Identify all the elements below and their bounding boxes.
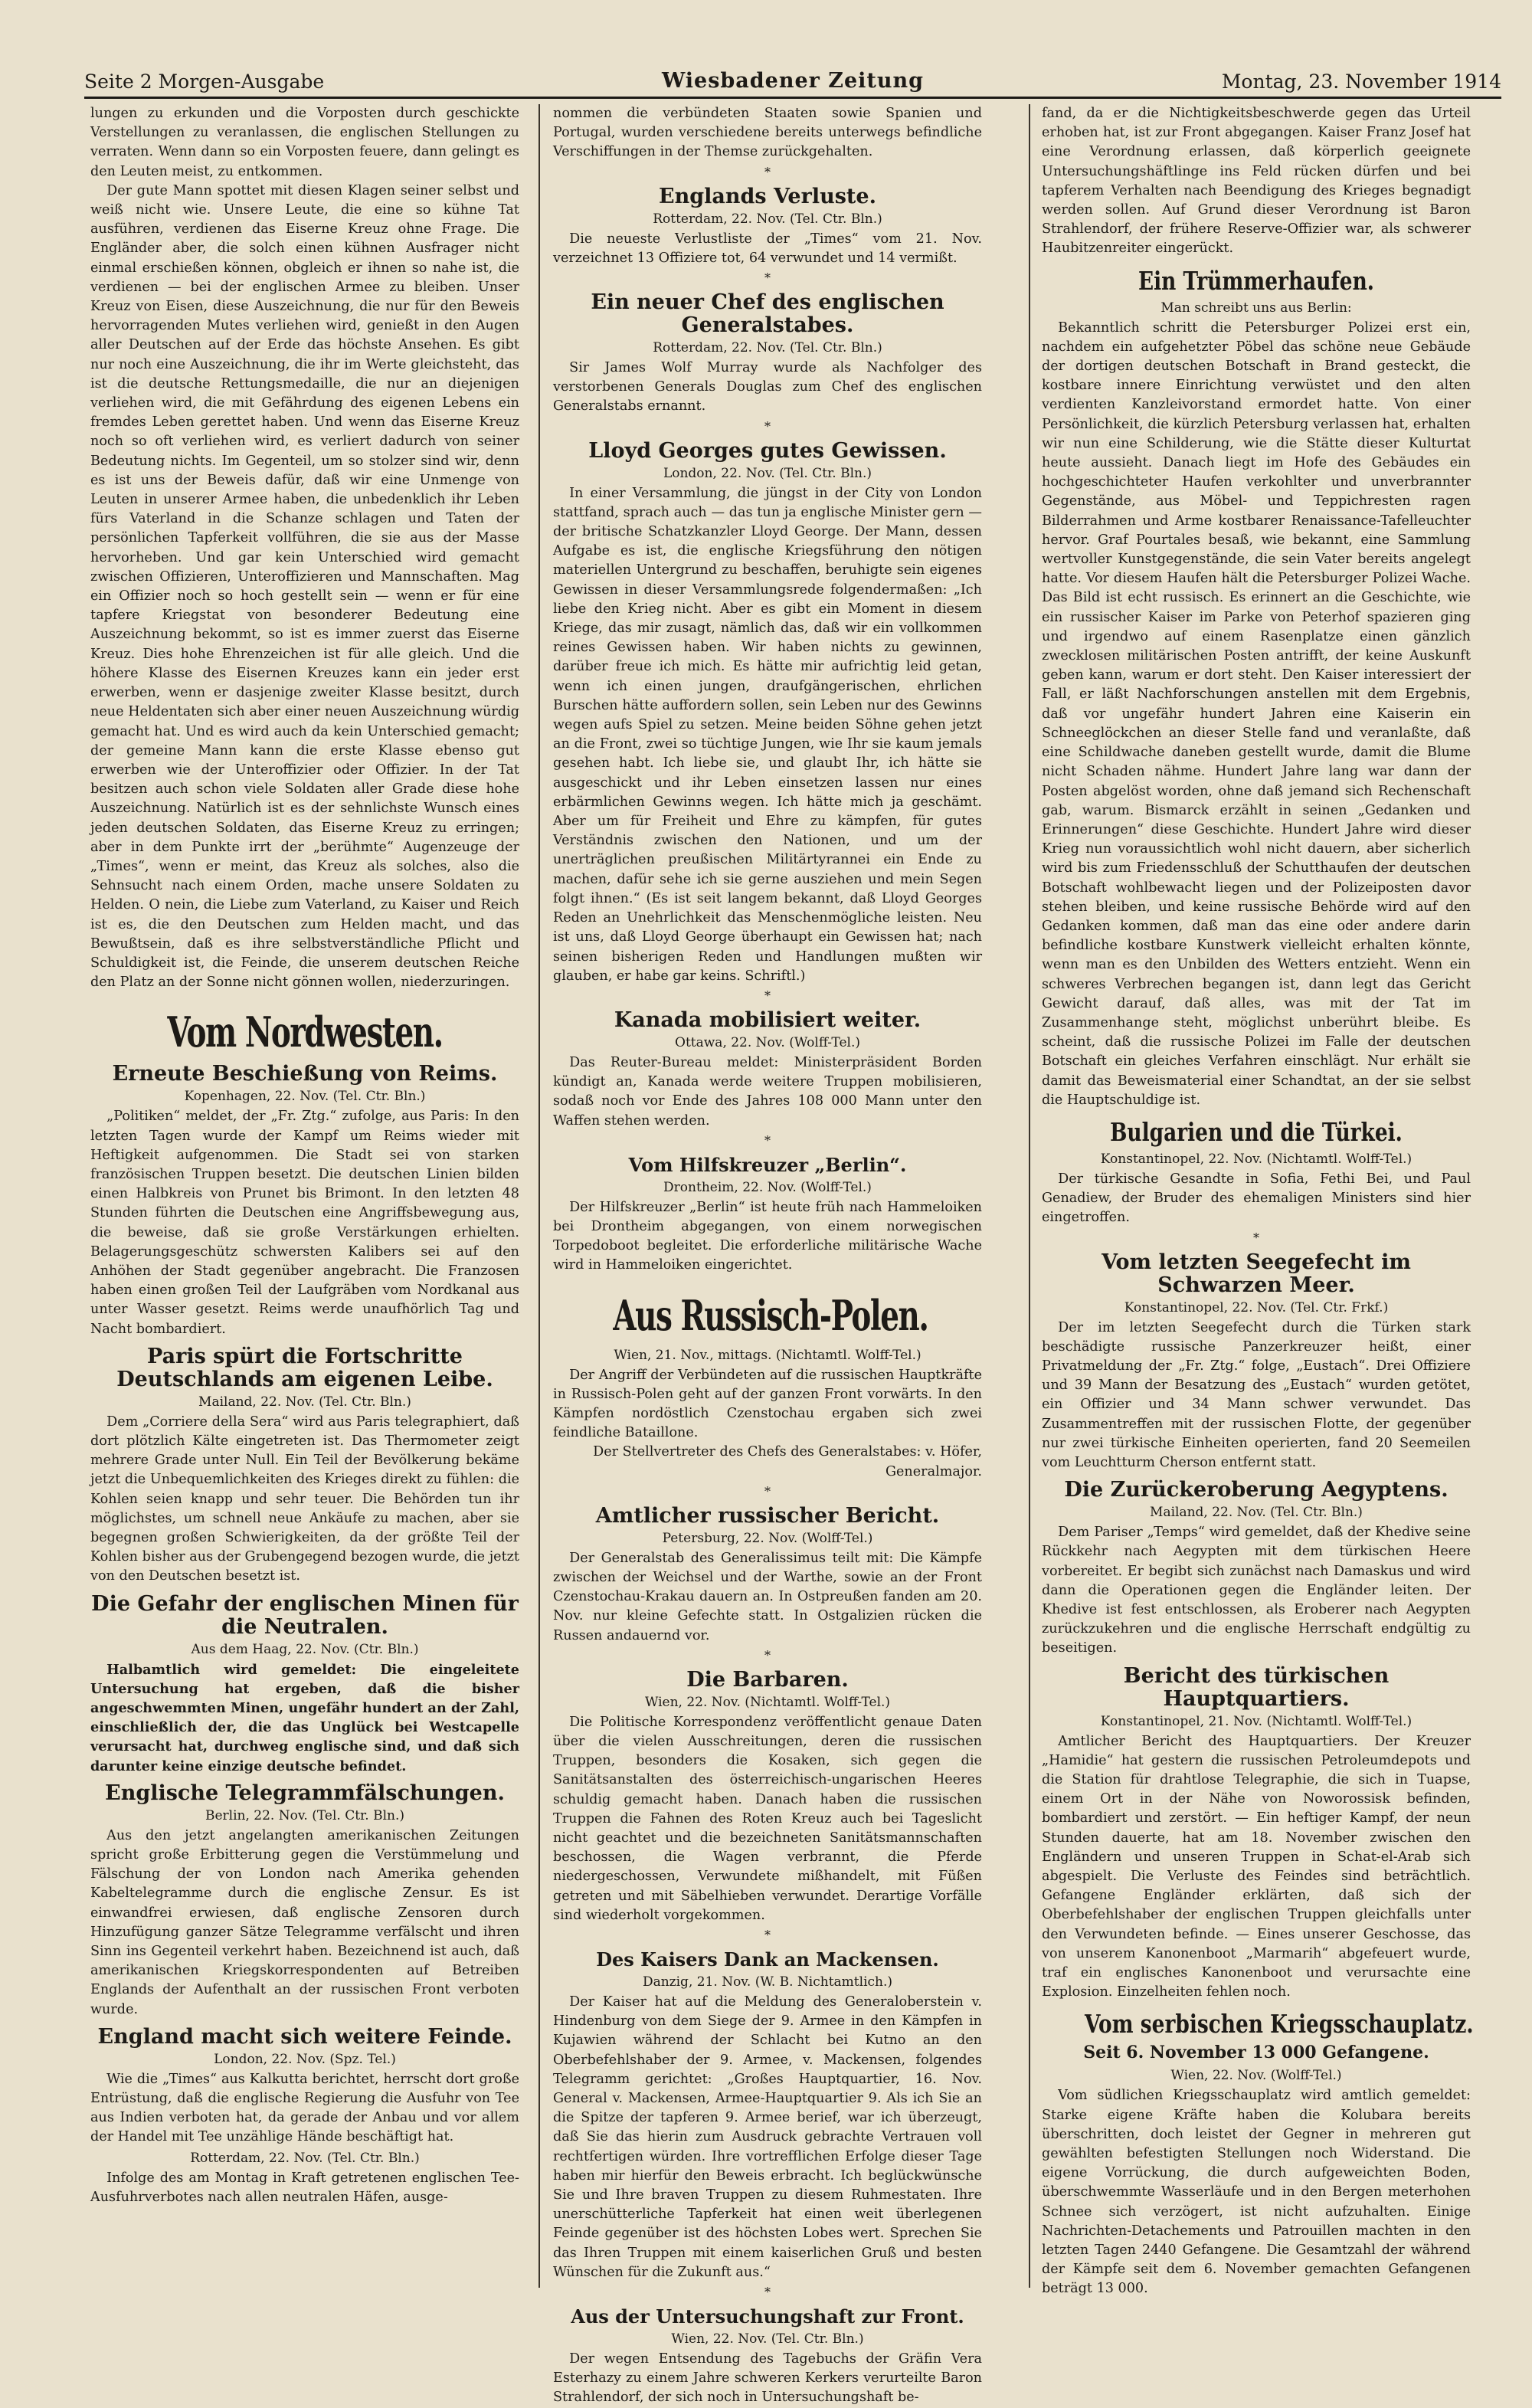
article-title: Die Gefahr der englischen Minen für die Neutralen. xyxy=(91,1591,519,1639)
separator-star: * xyxy=(764,1647,771,1663)
article-body: Der türkische Gesandte in Sofia, Fethi Bei, und Paul Genadiew, der Bruder des ehemaligen Ministers sind hier eingetroffen. xyxy=(1042,1171,1471,1226)
newspaper-title: Wiesbadener Zeitung xyxy=(661,69,925,93)
dateline: Wien, 22. Nov. (Wolff-Tel.) xyxy=(1170,2068,1342,2084)
separator-star: * xyxy=(764,164,771,179)
article-title: Die Zurückeroberung Aegyptens. xyxy=(1064,1478,1449,1502)
article-body: Infolge des am Montag in Kraft getretenen englischen Tee-Ausfuhrverbotes nach allen neutralen Häfen, ausge- xyxy=(90,2170,519,2205)
article-title: Aus der Untersuchungshaft zur Front. xyxy=(571,2305,964,2328)
article-title: Des Kaisers Dank an Mackensen. xyxy=(596,1948,939,1971)
article-title: Englands Verluste. xyxy=(659,184,876,208)
article-continuation: nommen die verbündeten Staaten sowie Spanien und Portugal, wurden verschiedene bereits unterwegs befindliche Verschiffungen in der Themse zurückgehalten. xyxy=(553,106,982,160)
article-body: Halbamtlich wird gemeldet: Die eingeleitete Untersuchung hat ergeben, daß die bisher angeschwemmten Minen, ungefähr hundert an der Zahl, einschließlich der, die das Unglück bei Westcapelle verursacht hat, durchweg englische sind, und daß sich darunter keine einzige deutsche befindet. xyxy=(90,1661,519,1774)
article-body: Amtlicher Bericht des Hauptquartiers. Der Kreuzer „Hamidie“ hat gestern die russischen Petroleumdepots und die Station für drahtlose Telegraphie, die sich in Tuapse, einem Ort in der Nähe von Noworossisk befinden, bombardiert und zerstört. — Ein heftiger Kampf, der neun Stunden dauerte, hat am 18. November zwischen den Engländern und unseren Truppen in Schat-el-Arab sich abgespielt. Die Verluste des Feindes sind beträchtlich. Gefangene Engländer erklärten, daß sich der Oberbefehlshaber der englischen Truppen gleichfalls unter den Verwundeten befinde. — Eines unserer Geschosse, das von unserem Kanonenboot „Marmarih“ abgefeuert wurde, traf ein englisches Kanonenboot und verursachte eine Explosion. Einzelheiten fehlen noch. xyxy=(1042,1733,1471,2000)
article-paragraph: Der gute Mann spottet mit diesen Klagen seiner selbst und weiß nicht wie. Unsere Leute, die eine so kühne Tat ausführen, verdienen das Eiserne Kreuz ohne Frage. Die Engländer aber, die solch einen kühnen Ausfrager nicht einmal erschießen können, obgleich er ihnen so nahe ist, die verdienen — bei der englischen Armee zu bleiben. Unser Kreuz von Eisen, diese Auszeichnung, die nur für den Beweis hervorragenden Mutes verliehen wird, genießt in den Augen aller Deutschen auf der Erde das höchste Ansehen. Es gibt nur noch eine Auszeichnung, die ihr im Werte gleichsteht, das ist die deutsche Rettungsmedaille, die nur an diejenigen verliehen wird, die mit Gefährdung des eigenen Lebens ein fremdes Leben gerettet haben. Und wenn das Eiserne Kreuz noch so oft verliehen wird, es verliert dadurch von seiner Bedeutung nichts. Im Gegenteil, um so stolzer sind wir, denn es ist uns der Beweis dafür, daß wir eine Unmenge von Leuten in unserer Armee haben, die unbedenklich ihr Leben fürs Vaterland in die Schanze schlagen und Taten der persönlichen Tapferkeit vollführen, die sie aus der Masse hervorheben. Und gar kein Unterschied wird gemacht zwischen Offizieren, Unteroffizieren und Mannschaften. Mag ein Offizier noch so hoch gestellt sein — wenn er für eine tapfere Kriegstat von besonderer Bedeutung eine Auszeichnung bekommt, so ist es immer zuerst das Eiserne Kreuz. Dies hohe Ehrenzeichen ist für alle gleich. Und die höhere Klasse des Eisernen Kreuzes kann ein jeder erst erwerben, wenn er dasjenige zweiter Klasse besitzt, durch neue Heldentaten sich aber einer neuen Auszeichnung würdig gemacht hat. Und es wird auch da kein Unterschied gemacht; der gemeine Mann kann die erste Klasse ebenso gut erwerben wie der Unteroffizier oder Offizier. In der Tat besitzen auch schon viele Soldaten aller Grade diese hohe Auszeichnung. Natürlich ist es der sehnlichste Wunsch eines jeden deutschen Soldaten, das Eiserne Kreuz zu erringen; aber in dem Punkte irrt der „berühmte“ Augenzeuge der „Times“, wenn er meint, das Kreuz als solches, also die Sehnsucht nach einem Orden, mache unsere Soldaten zu Helden. O nein, die Liebe zum Vaterland, zu Kaiser und Reich ist es, die den Deutschen zum Helden macht, und das Bewußtsein, daß es ihre selbstverständliche Pflicht und Schuldigkeit ist, die Feinde, die unserem deutschen Reiche den Platz an der Sonne nicht gönnen wollen, niederzuringen. xyxy=(90,182,519,991)
article-title: Vom letzten Seegefecht im Schwarzen Meer. xyxy=(1102,1250,1411,1297)
article-body: Der Angriff der Verbündeten auf die russischen Hauptkräfte in Russisch-Polen geht auf der ganzen Front vorwärts. In den Kämpfen nordöstlich Czenstochau ergaben sich zwei feindliche Bataillone. xyxy=(553,1367,982,1441)
dateline: Konstantinopel, 21. Nov. (Nichtamtl. Wolff-Tel.) xyxy=(1100,1713,1413,1729)
dateline: Konstantinopel, 22. Nov. (Nichtamtl. Wolff-Tel.) xyxy=(1100,1151,1413,1167)
dateline: Aus dem Haag, 22. Nov. (Ctr. Bln.) xyxy=(191,1641,419,1657)
article-body: Wie die „Times“ aus Kalkutta berichtet, herrscht dort große Entrüstung, daß die englische Regierung die Ausfuhr von Tee aus Indien verboten hat, da gerade der Anbau und vor allem der Handel mit Tee unzählige Hände beschäftigt hat. xyxy=(90,2071,519,2145)
article-body: Der Generalstab des Generalissimus teilt mit: Die Kämpfe zwischen der Weichsel und der Warthe, sowie an der Front Czenstochau-Krakau dauern an. In Ostpreußen fanden am 20. Nov. nur kleine Gefechte statt. In Ostgalizien rücken die Russen andauernd vor. xyxy=(553,1550,982,1643)
dateline: Konstantinopel, 22. Nov. (Tel. Ctr. Frkf.) xyxy=(1124,1299,1389,1315)
dateline: London, 22. Nov. (Spz. Tel.) xyxy=(214,2051,396,2067)
article-body: Der wegen Entsendung des Tagebuchs der Gräfin Vera Esterhazy zu einem Jahre schweren Kerkers verurteilte Baron Strahlendorf, der sich noch in Untersuchungshaft be- xyxy=(553,2351,982,2406)
separator-star: * xyxy=(764,1132,771,1148)
column-left xyxy=(90,104,519,2295)
section-heading: Vom Nordwesten. xyxy=(167,1007,443,1057)
dateline: Drontheim, 22. Nov. (Wolff-Tel.) xyxy=(663,1179,872,1195)
masthead xyxy=(84,70,1501,100)
article-continuation: lungen zu erkunden und die Vorposten durch geschickte Verstellungen zu veranlassen, die englischen Stellungen zu verraten. Wenn dann so ein Vorposten feuere, dann gelingt es den Leuten meist, zu entkommen. xyxy=(90,106,519,179)
article-title: Amtlicher russischer Bericht. xyxy=(595,1503,940,1528)
article-title: Ein Trümmerhaufen. xyxy=(1138,265,1374,296)
separator-star: * xyxy=(764,1928,771,1942)
article-body: Das Reuter-Bureau meldet: Ministerpräsident Borden kündigt an, Kanada werde weitere Truppen mobilisieren, sodaß noch vor Ende des Jahres 108 000 Mann unter den Waffen stehen werden. xyxy=(553,1054,982,1129)
masthead-rule xyxy=(84,97,1501,99)
dateline: Ottawa, 22. Nov. (Wolff-Tel.) xyxy=(675,1034,860,1050)
section-heading: Vom serbischen Kriegsschauplatz. xyxy=(1085,2009,1474,2039)
separator-star: * xyxy=(764,270,771,286)
article-title: Englische Telegrammfälschungen. xyxy=(105,1781,505,1805)
dateline: Danzig, 21. Nov. (W. B. Nichtamtlich.) xyxy=(642,1974,893,1990)
article-body: Der Kaiser hat auf die Meldung des Generaloberstein v. Hindenburg von dem Siege der 9. Armee in den Kämpfen in Kujawien während der Schlacht bei Kutno an den Oberbefehlshaber der 9. Armee, v. Mackensen, folgendes Telegramm gerichtet: „Großes Hauptquartier, 16. Nov. General v. Mackensen, Armee-Hauptquartier 9. Als ich Sie an die Spitze der tapferen 9. Armee berief, war ich überzeugt, daß Sie das hierin zum Ausdruck gebrachte Vertrauen voll rechtfertigen würden. Ihre vortrefflichen Erfolge dieser Tage haben mir hierfür den Beweis erbracht. Ich beglückwünsche Sie und Ihre braven Truppen zu diesem Ruhmestaten. Ihre unerschütterliche Tapferkeit hat einen weit überlegenen Feinde gegenüber ist des höchsten Lobes wert. Sprechen Sie das Ihren Truppen mit einem kaiserlichen Gruß und besten Wünschen für die Zukunft aus.“ xyxy=(553,1994,982,2280)
separator-star: * xyxy=(764,418,771,434)
dateline: Wien, 21. Nov., mittags. (Nichtamtl. Wolff-Tel.) xyxy=(614,1347,921,1363)
dateline: Mailand, 22. Nov. (Tel. Ctr. Bln.) xyxy=(198,1394,411,1410)
article-title: Paris spürt die Fortschritte Deutschlands am eigenen Leibe. xyxy=(116,1344,493,1391)
page-number-edition: Seite 2 Morgen-Ausgabe xyxy=(84,70,325,93)
article-body: Dem Pariser „Temps“ wird gemeldet, daß der Khedive seine Rückkehr nach Aegypten mit dem türkischen Heere vorbereitet. Er begibt sich zunächst nach Damaskus und wird dann die Operationen gegen die Engländer leiten. Der Khedive ist fest entschlossen, als Eroberer nach Aegypten zurückzukehren und die englische Herrschaft endgültig zu beseitigen. xyxy=(1042,1525,1471,1656)
article-body: Vom südlichen Kriegsschauplatz wird amtlich gemeldet: Starke eigene Kräfte haben die Kolubara bereits überschritten, doch leistet der Gegner in mehreren gut gewählten befestigten Stellungen noch Widerstand. Die eigene Vorrückung, die durch aufgeweichten Boden, überschwemmte Wasserläufe und in den Bergen meterhohen Schnee sich verzögert, ist nicht aufzuhalten. Einige Nachrichten-Detachements und Patrouillen machten in den letzten Tagen 2440 Gefangene. Die Gesamtzahl der während der Kämpfe seit dem 6. November gemachten Gefangenen beträgt 13 000. xyxy=(1042,2088,1471,2297)
separator-star: * xyxy=(764,988,771,1003)
article-title: Bulgarien und die Türkei. xyxy=(1110,1116,1403,1147)
article-body: In einer Versammlung, die jüngst in der City von London stattfand, sprach auch — das tun ja englische Minister gern — der britische Schatzkanzler Lloyd George. Der Mann, dessen Aufgabe es ist, die englische Kriegsführung den nötigen materiellen Untergrund zu beschaffen, beruhigte sein eigenes Gewissen in dieser Versammlungsrede folgendermaßen: „Ich liebe den Krieg nicht. Aber es gibt ein Moment in diesem Kriege, das mir zusagt, nämlich das, daß wir ein vollkommen reines Gewissen haben. Wir haben nichts zu gewinnen, darüber freue ich mich. Es hätte mir aufrichtig leid getan, wenn ich einen jungen, draufgängerischen, ehrlichen Burschen hätte auffordern sollen, sein Leben nur des Gewinns wegen aufs Spiel zu setzen. Meine beiden Söhne gehen jetzt an die Front, zwei so tüchtige Jungen, wie Ihr sie kaum jemals gesehen habt. Ich liebe sie, und glaubt Ihr, ich hätte sie ausgeschickt und ihr Leben einsetzen lassen nur eines erbärmlichen Gewinns wegen. Ich hätte mich ja geschämt. Aber um für Freiheit und Ehre zu kämpfen, für gutes Verständnis zwischen den Nationen, und um der unerträglichen preußischen Militärtyrannei ein Ende zu machen, dafür sehe ich sie gerne ausziehen und mein Segen folgt ihnen.“ (Es ist seit langem bekannt, daß Lloyd Georges Reden an Unehrlichkeit das Menschenmögliche leisten. Neu ist uns, daß Lloyd George überhaupt ein Gewissen hat; nach seinen bisherigen Reden und Handlungen mußten wir glauben, er habe gar keins. Schriftl.) xyxy=(553,485,982,984)
column-right xyxy=(1042,104,1474,2297)
article-title: Lloyd Georges gutes Gewissen. xyxy=(588,438,947,463)
separator-star: * xyxy=(764,2285,771,2300)
article-body: Der Hilfskreuzer „Berlin“ ist heute früh nach Hammeloiken bei Drontheim abgegangen, von einem norwegischen Torpedoboot begleitet. Die erforderliche militärische Wache wird in Hammeloiken eingerichtet. xyxy=(553,1199,982,1273)
signature: Der Stellvertreter des Chefs des Generalstabes: v. Höfer, Generalmajor. xyxy=(593,1444,982,1479)
article-body: Dem „Corriere della Sera“ wird aus Paris telegraphiert, daß dort plötzlich Kälte eingetreten ist. Das Thermometer zeigt mehrere Grade unter Null. Ein Teil der Bevölkerung bekäme jetzt die Unbequemlichkeiten des Krieges direkt zu fühlen: die Kohlen seien knapp und sehr teuer. Die Behörden tun ihr möglichstes, um schnell neue Ankäufe zu machen, aber sie begegnen großen Schwierigkeiten, da der größte Teil der Kohlen bisher aus der Grubengegend bezogen wurde, die jetzt von den Deutschen besetzt ist. xyxy=(90,1414,519,1584)
article-title: Erneute Beschießung von Reims. xyxy=(112,1062,498,1086)
dateline: Petersburg, 22. Nov. (Wolff-Tel.) xyxy=(662,1530,873,1546)
dateline: Rotterdam, 22. Nov. (Tel. Ctr. Bln.) xyxy=(190,2150,420,2166)
column-middle xyxy=(553,104,982,2406)
dateline: Mailand, 22. Nov. (Tel. Ctr. Bln.) xyxy=(1150,1505,1363,1521)
article-title: England macht sich weitere Feinde. xyxy=(97,2024,512,2049)
article-body: „Politiken“ meldet, der „Fr. Ztg.“ zufolge, aus Paris: In den letzten Tagen wurde der Kampf um Reims wieder mit Heftigkeit aufgenommen. Die Stadt sei von starken französischen Truppen besetzt. Die deutschen Linien bilden einen Halbkreis von Prunet bis Brimont. In den letzten 48 Stunden führten die Deutschen eine Angriffsbewegung aus, die beweise, daß sie große Verstärkungen erhielten. Belagerungsgeschütz schwersten Kalibers sei auf den Anhöhen der Stadt gegenüber angebracht. Die Franzosen haben einen großen Teil der Laufgräben vom Nordkanal aus unter Wasser gesetzt. Reims werde unaufhörlich Tag und Nacht bombardiert. xyxy=(90,1109,519,1337)
dateline: Wien, 22. Nov. (Tel. Ctr. Bln.) xyxy=(671,2331,864,2347)
article-body: Die Politische Korrespondenz veröffentlicht genaue Daten über die vielen Ausschreitungen, deren die russischen Truppen, besonders die Kosaken, sich gegen die Sanitätsanstalten des österreichisch-ungarischen Heeres schuldig gemacht haben. Danach haben die russischen Truppen die Fahnen des Roten Kreuz auch bei Tageslicht nicht geachtet und die bezeichneten Sanitätsmannschaften beschossen, die Wagen verbrannt, die Pferde niedergeschossen, Verwundete mißhandelt, mit Füßen getreten und mit Säbelhieben verwundet. Derartige Vorfälle sind wiederholt vorgekommen. xyxy=(553,1714,982,1923)
article-title: Die Barbaren. xyxy=(686,1667,849,1692)
dateline: Rotterdam, 22. Nov. (Tel. Ctr. Bln.) xyxy=(653,340,882,356)
article-title: Bericht des türkischen Hauptquartiers. xyxy=(1123,1663,1390,1711)
separator-star: * xyxy=(1253,1230,1259,1245)
article-body: Der im letzten Seegefecht durch die Türken stark beschädigte russische Panzerkreuzer heißt, einer Privatmeldung der „Fr. Ztg.“ folge, „Eustach“. Drei Offiziere und 39 Mann der Besatzung des „Eustach“ wurden getötet, ein Offizier und 34 Mann schwer verwundet. Das Zusammentreffen mit der russischen Flotte, der gegenüber nur zwei türkische Einheiten operierten, fand 20 Seemeilen vom Leuchtturm Cherson entfernt statt. xyxy=(1042,1319,1471,1470)
article-subtitle: Seit 6. November 13 000 Gefangene. xyxy=(1083,2043,1429,2063)
separator-star: * xyxy=(764,1483,771,1499)
dateline: London, 22. Nov. (Tel. Ctr. Bln.) xyxy=(663,465,872,481)
dateline: Kopenhagen, 22. Nov. (Tel. Ctr. Bln.) xyxy=(184,1089,426,1105)
column-divider xyxy=(538,104,540,2288)
article-title: Vom Hilfskreuzer „Berlin“. xyxy=(628,1153,907,1176)
dateline: Rotterdam, 22. Nov. (Tel. Ctr. Bln.) xyxy=(653,211,882,227)
article-title: Ein neuer Chef des englischen Generalstabes. xyxy=(591,290,944,338)
article-body: Die neueste Verlustliste der „Times“ vom 21. Nov. verzeichnet 13 Offiziere tot, 64 verwundet und 14 vermißt. xyxy=(553,231,982,266)
article-body: Sir James Wolf Murray wurde als Nachfolger des verstorbenen Generals Douglas zum Chef des englischen Generalstabs ernannt. xyxy=(553,360,982,414)
dateline: Wien, 22. Nov. (Nichtamtl. Wolff-Tel.) xyxy=(644,1694,891,1710)
article-title: Kanada mobilisiert weiter. xyxy=(614,1007,921,1032)
article-body: Aus den jetzt angelangten amerikanischen Zeitungen spricht große Erbitterung gegen die Verstümmelung und Fälschung der von London nach Amerika gehenden Kabeltelegramme durch die englische Zensur. Es ist einwandfrei erwiesen, daß englische Zensoren durch Hinzufügung ganzer Sätze Telegramme verfälscht und ihren Sinn ins Gegenteil verkehrt haben. Bezeichnend ist auch, daß amerikanischen Kriegskorrespondenten auf Betreiben Englands der Aufenthalt an der russischen Front verboten wurde. xyxy=(90,1827,519,2017)
dateline: Man schreibt uns aus Berlin: xyxy=(1160,300,1352,316)
dateline: Berlin, 22. Nov. (Tel. Ctr. Bln.) xyxy=(205,1807,405,1823)
section-heading: Aus Russisch-Polen. xyxy=(613,1290,928,1340)
article-body: Bekanntlich schritt die Petersburger Polizei erst ein, nachdem ein aufgehetzter Pöbel das schöne neue Gebäude der dortigen deutschen Botschaft in Brand gesteckt, die kostbare innere Einrichtung verwüstet und den alten verdienten Kanzleivorstand ermordet hatte. Von einer Persönlichkeit, die kürzlich Petersburg verlassen hat, erhalten wir nun eine Schilderung, wie die Stätte dieser Kulturtat heute aussieht. Danach liegt im Hofe des Gebäudes ein hochgeschichteter Haufen verkohlter und unverbrannter Gegenstände, aus Möbel- und Teppichresten ragen Bilderrahmen und Arme kostbarer Renaissance-Tafelleuchter hervor. Graf Pourtales besaß, wie bekannt, eine Sammlung wertvoller Kunstgegenstände, die sein Vater bereits angelegt hatte. Vor diesem Haufen hält die Petersburger Polizei Wache. Das Bild ist echt russisch. Es erinnert an die Geschichte, wie ein russischer Kaiser im Parke von Peterhof spazieren ging und irgendwo auf einem Rasenplatze einen gänzlich zwecklosen militärischen Posten antrifft, der keine Auskunft geben kann, warum er dort steht. Den Kaiser interessiert der Fall, er läßt Nachforschungen anstellen mit dem Ergebnis, daß vor ungefähr hundert Jahren eine Kaiserin ein Schneeglöckchen an dieser Stelle fand und veranlaßte, daß eine Schildwache daneben gestellt wurde, damit die Blume nicht Schaden nähme. Hundert Jahre lang war dann der Posten abgelöst worden, ohne daß jemand sich Rechenschaft gab, warum. Bismarck erzählt in seinen „Gedanken und Erinnerungen“ diese Geschichte. Hundert Jahre wird dieser Krieg nun voraussichtlich wohl nicht dauern, aber sicherlich wird bis zum Friedensschluß der Schutthaufen der deutschen Botschaft wohlbewacht liegen und der Polizeiposten davor stehen bleiben, und keine russische Behörde wird auf den Gedanken kommen, daß man das eine oder andere darin befindliche kostbare Kunstwerk vielleicht erhalten könnte, wenn man es den Unbilden des Wetters entzieht. Wenn ein schweres Verbrechen begangen ist, dann legt das Gericht Gewicht darauf, daß alles, was mit der Tat im Zusammenhange steht, möglichst unberührt bleibe. Es scheint, daß die russische Polizei im Falle der deutschen Botschaft ein gleiches Verfahren einschlägt. Nur erhält sie damit das Beweismaterial einer Schandtat, an der sie selbst die Hauptschuldige ist. xyxy=(1042,319,1471,1108)
article-continuation: fand, da er die Nichtigkeitsbeschwerde gegen das Urteil erhoben hat, ist zur Front abgegangen. Kaiser Franz Josef hat eine Verordnung erlassen, daß körperlich geeignete Untersuchungshäftlinge ins Feld rücken dürfen und bei tapferem Verhalten nach Beendigung des Krieges begnadigt werden sollen. Auf Grund dieser Verordnung ist Baron Strahlendorf, der frühere Reserve-Offizier war, als schwerer Haubitzenreiter eingerückt. xyxy=(1042,106,1471,257)
issue-date: Montag, 23. November 1914 xyxy=(1221,70,1501,93)
column-divider xyxy=(1029,104,1030,2288)
